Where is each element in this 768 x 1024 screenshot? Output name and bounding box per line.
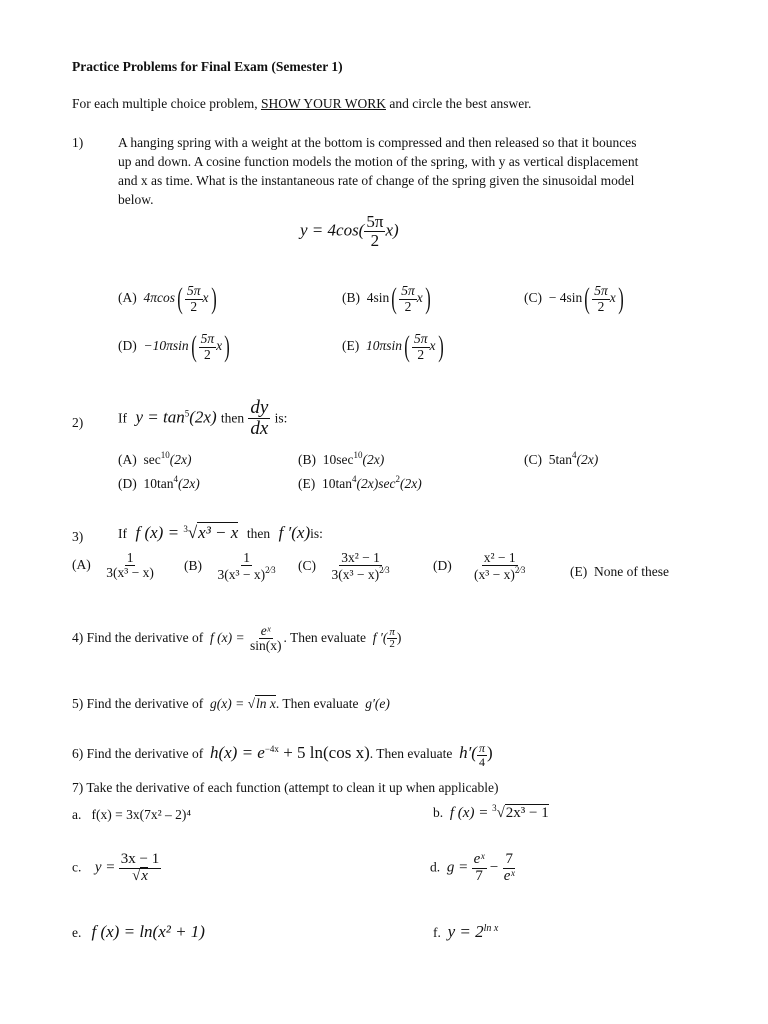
p7-e-expr: f (x) = ln(x² + 1) — [91, 922, 205, 941]
p6-then: . Then evaluate — [369, 746, 453, 762]
choice-coef: 10πsin — [366, 338, 403, 354]
choice-coef: 4sin — [366, 290, 390, 306]
choice-den: (x³ − x) — [474, 567, 515, 583]
choice-exp: 4 — [572, 450, 577, 460]
choice-den: 3(x³ − x) — [331, 567, 380, 583]
choice-num: 3x² − 1 — [341, 550, 380, 565]
p7-c-lhs: y = — [94, 859, 116, 876]
choice-tail: (2x)sec — [356, 476, 396, 491]
choice-text: 10tan — [322, 476, 352, 491]
choice-2c — [524, 451, 598, 467]
instructions-emphasis: SHOW YOUR WORK — [260, 96, 386, 111]
choice-exp2: 2 — [395, 474, 400, 484]
choice-exp: 2⁄3 — [379, 565, 390, 576]
p7-d-op: − — [489, 859, 499, 876]
p7-e — [72, 923, 205, 940]
arg-num: 5π — [187, 283, 201, 299]
choice-label: (A) — [118, 290, 137, 306]
p7-f — [433, 923, 498, 940]
p7-b-radicand: 2x³ − 1 — [505, 805, 549, 821]
choice-label: (D) — [118, 476, 137, 491]
problem-1-number: 1) — [72, 135, 84, 150]
p4-f: f (x) = — [209, 629, 245, 645]
choice-1d: (D) −10πsin( $\frac{5\pi}{2}$ x) — [118, 330, 230, 363]
p7-f-label: f. — [433, 925, 441, 940]
instructions-before: For each multiple choice problem, — [72, 96, 261, 111]
choice-3e — [570, 565, 669, 579]
choice-label: (B) — [298, 452, 316, 467]
p5-rad: ln x — [255, 696, 276, 711]
p7-b-f: f (x) = — [449, 805, 493, 821]
choice-3a — [72, 551, 156, 580]
p3-index: 3 — [183, 524, 188, 534]
arg-den: 2 — [417, 346, 425, 362]
problem-1-model — [300, 213, 399, 250]
p2-arg: (2x) — [189, 407, 217, 427]
choice-text: None of these — [594, 564, 669, 579]
page-title: Practice Problems for Final Exam (Semester 1) — [72, 59, 343, 74]
choice-exp: 4 — [352, 474, 357, 484]
instructions — [72, 97, 531, 111]
p4-num: eˣ — [260, 623, 271, 638]
p7-c-label: c. — [72, 859, 82, 875]
p3-is: is: — [310, 526, 323, 541]
choice-1c: (C) − 4sin( $\frac{5\pi}{2}$ x) — [524, 282, 624, 315]
arg-var: x — [202, 290, 209, 306]
choice-tail: (2x) — [178, 476, 200, 491]
p2-then: then — [220, 410, 245, 426]
choice-1a: (A) 4πcos( $\frac{5\pi}{2}$ x) — [118, 282, 217, 315]
arg-den: 2 — [204, 346, 211, 362]
arg-num: 5π — [401, 283, 415, 299]
p3-then: then — [246, 526, 271, 541]
choice-label: (C) — [524, 452, 542, 467]
p7-c-num: 3x − 1 — [120, 851, 160, 867]
choice-label: (B) — [342, 290, 360, 306]
p7-f-lhs: y = 2 — [447, 922, 484, 941]
choice-label: (A) — [118, 452, 137, 467]
p6-rest: + 5 ln(cos x) — [278, 743, 370, 763]
p4-enum: π — [389, 625, 395, 638]
arg-num: 5π — [414, 331, 428, 347]
choice-tail: (2x) — [362, 452, 385, 467]
p3-f: f (x) = — [135, 523, 184, 542]
problem-1-line: A hanging spring with a weight at the bottom is compressed and then released so that it bounces — [118, 135, 637, 150]
choice-num: 1 — [243, 550, 250, 565]
choice-label: (E) — [342, 338, 360, 354]
problem-3-stem: If f (x) = $^3$√x³ − x then f ′(x)is: — [118, 523, 323, 542]
choice-label: (E) — [570, 564, 588, 579]
choice-label: (D) — [433, 557, 452, 573]
p6-enum: π — [478, 741, 485, 755]
p5-gp: g′(e) — [365, 696, 390, 711]
choice-1b: (B) 4sin( $\frac{5\pi}{2}$ x) — [342, 282, 431, 315]
p7-b-index: 3 — [492, 803, 497, 813]
problem-4 — [72, 624, 401, 653]
choice-coef: − 4sin — [548, 290, 583, 306]
choice-exp: 2⁄3 — [265, 565, 276, 576]
choice-coef: −10πsin — [143, 338, 189, 354]
problem-1-line: below. — [118, 192, 154, 207]
p2-exp: 5 — [184, 408, 190, 419]
choice-2a — [118, 451, 191, 467]
arg-den: 2 — [190, 298, 198, 314]
p5-g: g(x) = — [209, 696, 248, 711]
choice-tail: (2x) — [576, 452, 599, 467]
p7-c-den: x — [141, 867, 148, 884]
p7-d-n2: 7 — [505, 851, 513, 867]
choice-num: x² − 1 — [483, 550, 516, 565]
model-den: 2 — [370, 230, 380, 250]
choice-den: 3(x³ − x) — [106, 565, 154, 581]
choice-text: 10tan — [143, 476, 174, 491]
choice-exp: 10 — [160, 450, 170, 460]
p6-eden: 4 — [478, 754, 485, 769]
p6-text: 6) Find the derivative of — [72, 746, 204, 762]
p6-close: ) — [486, 743, 493, 763]
problem-1-line: and x as time. What is the instantaneous rate of change of the spring given the sinusoidal model — [118, 173, 635, 188]
p2-is: is: — [274, 410, 288, 426]
choice-1e: (E) 10πsin( $\frac{5\pi}{2}$ x) — [342, 330, 444, 363]
model-lhs: y = 4cos( — [300, 220, 365, 240]
choice-2d — [118, 475, 200, 491]
choice-tail2: (2x) — [399, 476, 422, 491]
p7-d-d2: eˣ — [503, 867, 515, 884]
p4-fp: f ′( — [372, 629, 388, 645]
p7-a — [72, 808, 191, 822]
p7-d-lhs: g = — [446, 859, 469, 876]
choice-text: 10sec — [322, 452, 354, 467]
problem-2-number: 2) — [72, 415, 84, 430]
choice-3c — [298, 551, 392, 582]
p5-text: 5) Find the derivative of — [72, 696, 204, 711]
choice-text: 5tan — [548, 452, 572, 467]
arg-var: x — [216, 338, 223, 354]
arg-var: x — [429, 338, 436, 354]
problem-2-stem — [118, 398, 287, 439]
p2-dnum: dy — [250, 397, 269, 418]
arg-var: x — [609, 290, 616, 306]
p4-close: ) — [396, 629, 402, 645]
choice-exp: 10 — [353, 450, 363, 460]
choice-coef: 4πcos — [143, 290, 176, 306]
choice-num: 1 — [126, 550, 134, 565]
p5-then: . Then evaluate — [275, 696, 359, 711]
p2-if: If — [118, 410, 127, 426]
p4-then: . Then evaluate — [283, 629, 367, 645]
arg-num: 5π — [200, 331, 215, 347]
choice-3d — [433, 551, 527, 582]
choice-label: (D) — [118, 338, 137, 354]
p7-b: b. f (x) = $^3$√2x³ − 1 — [433, 803, 549, 821]
problem-5: 5) Find the derivative of g(x) = √ln x. Then evaluate g′(e) — [72, 696, 390, 711]
choice-2b — [298, 451, 384, 467]
problem-3-number: 3) — [72, 529, 84, 544]
p7-d-label: d. — [430, 859, 441, 875]
problem-7-instructions: 7) Take the derivative of each function (attempt to clean it up when applicable) — [72, 780, 499, 795]
p4-text: 4) Find the derivative of — [72, 629, 204, 645]
p6-hp: h′( — [459, 743, 477, 763]
model-num: 5π — [366, 212, 384, 231]
arg-num: 5π — [594, 283, 608, 299]
p7-f-exp: ln x — [483, 923, 499, 934]
problem-6 — [72, 742, 493, 768]
choice-den: 3(x³ − x) — [217, 567, 266, 583]
instructions-after: and circle the best answer. — [385, 96, 532, 111]
p7-d — [430, 852, 517, 885]
choice-tail: (2x) — [169, 452, 192, 467]
p3-fp: f ′(x) — [278, 523, 311, 542]
choice-3b — [184, 551, 278, 582]
p6-h: h(x) = e — [209, 743, 265, 763]
choice-label: (C) — [524, 290, 542, 306]
p2-dden: dx — [250, 417, 269, 439]
p7-c: c. y = $\frac{3x - 1}{√x}$ — [72, 851, 160, 884]
arg-den: 2 — [404, 298, 412, 314]
choice-2e — [298, 475, 422, 491]
choice-label: (E) — [298, 476, 316, 491]
choice-label: (B) — [184, 557, 202, 573]
choice-text: sec — [143, 452, 161, 467]
p4-den: sin(x) — [249, 638, 282, 654]
p4-eden: 2 — [389, 638, 395, 651]
p2-expr: y = tan — [135, 407, 185, 427]
p3-if: If — [118, 526, 127, 541]
choice-exp: 2⁄3 — [514, 565, 526, 576]
p6-hexp: −4x — [264, 744, 279, 755]
p7-a-expr: f(x) = 3x(7x² – 2)⁴ — [91, 807, 192, 822]
choice-label: (C) — [298, 557, 316, 573]
arg-var: x — [416, 290, 423, 306]
p3-radicand: x³ − x — [198, 523, 239, 542]
p7-b-label: b. — [433, 805, 444, 820]
p7-d-d1: 7 — [475, 867, 483, 884]
choice-exp: 4 — [173, 474, 178, 484]
p7-e-label: e. — [72, 925, 82, 940]
model-rhs: x) — [385, 220, 399, 240]
p7-a-label: a. — [72, 807, 82, 822]
problem-1-line: up and down. A cosine function models the motion of the spring, with y as vertical displacement — [118, 154, 639, 169]
p7-d-n1: eˣ — [473, 851, 485, 867]
arg-den: 2 — [597, 298, 605, 314]
choice-label: (A) — [72, 556, 91, 572]
